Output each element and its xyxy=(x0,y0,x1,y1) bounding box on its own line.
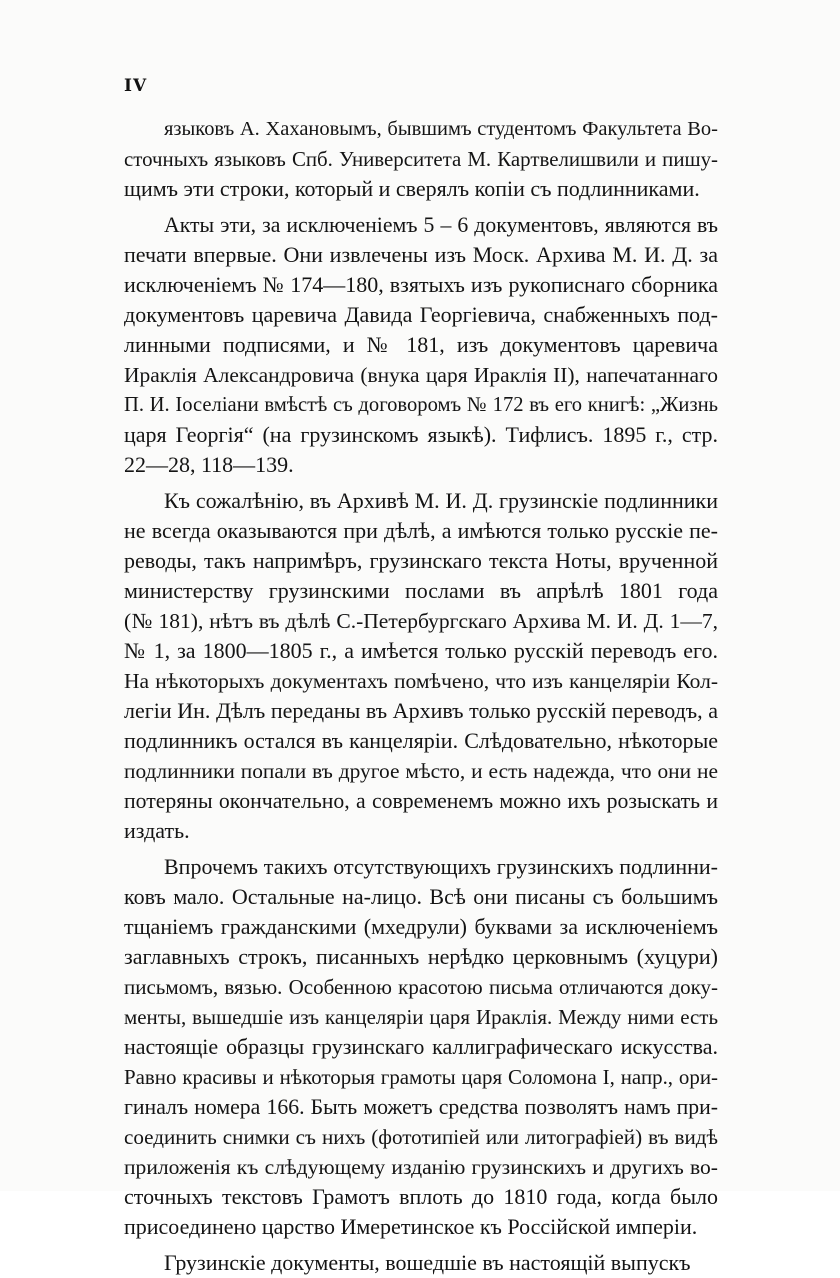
text-line: потеряны окончательно, а современемъ можно ихъ розыскать и xyxy=(124,789,718,813)
text-line: гиналъ номера 166. Быть можетъ средства позволятъ намъ при- xyxy=(124,1095,718,1119)
text-line: щимъ эти строки, который и сверялъ копіи съ подлинниками. xyxy=(124,176,700,201)
paragraph xyxy=(124,852,718,1242)
paragraph xyxy=(124,486,718,846)
paragraph xyxy=(124,210,718,480)
text-line: менты, вышедшіе изъ канцеляріи царя Ираклія. Между ними есть xyxy=(124,1005,718,1029)
text-line: царя Георгія“ (на грузинскомъ языкѣ). Тифлисъ. 1895 г., стр. xyxy=(124,422,718,447)
text-line: присоединено царство Имеретинское къ Россійской имперіи. xyxy=(124,1214,698,1239)
text-line: ковъ мало. Остальные на-лицо. Всѣ они писаны съ большимъ xyxy=(124,884,718,909)
text-line: реводы, такъ напримѣръ, грузинскаго текста Ноты, врученной xyxy=(124,548,718,573)
text-line: Равно красивы и нѣкоторыя грамоты царя Соломона I, напр., ори- xyxy=(124,1065,718,1089)
text-line: не всегда оказываются при дѣлѣ, а имѣются только русскіе пе- xyxy=(124,518,718,543)
text-line: (№ 181), нѣтъ въ дѣлѣ С.-Петербургскаго Архива М. И. Д. 1—7, xyxy=(124,609,718,633)
text-line: министерству грузинскими послами въ апрѣлѣ 1801 года xyxy=(124,578,718,603)
text-line: издать. xyxy=(124,818,190,843)
text-line: Акты эти, за исключеніемъ 5 – 6 документовъ, являются въ xyxy=(164,213,718,237)
text-line: Грузинскіе документы, вошедшіе въ настоящій выпускъ xyxy=(164,1250,691,1275)
page-number: IV xyxy=(124,76,148,96)
text-line: П. И. Іоселіани вмѣстѣ съ договоромъ № 172 въ его книгѣ: „Жизнь xyxy=(124,394,718,416)
text-line: заглавныхъ строкъ, писанныхъ нерѣдко церковнымъ (хуцури) xyxy=(124,944,718,969)
text-line: линными подписями, и № 181, изъ документовъ царевича xyxy=(124,332,718,357)
text-line: Къ сожалѣнію, въ Архивѣ М. И. Д. грузинскіе подлинники xyxy=(164,488,718,513)
text-line: Впрочемъ такихъ отсутствующихъ грузинскихъ подлинни- xyxy=(164,854,718,879)
text-line: письмомъ, вязью. Особенною красотою письма отличаются доку- xyxy=(124,975,718,999)
text-line: 22—28, 118—139. xyxy=(124,452,294,477)
text-line: языковъ А. Хахановымъ, бывшимъ студентомъ Факультета Во- xyxy=(164,118,718,140)
text-line: № 1, за 1800—1805 г., а имѣется только русскій переводъ его. xyxy=(124,638,718,663)
text-line: сточныхъ текстовъ Грамотъ вплоть до 1810 года, когда было xyxy=(124,1184,718,1209)
text-line: приложенія къ слѣдующему изданію грузинскихъ и другихъ во- xyxy=(124,1155,718,1179)
text-line: печати впервые. Они извлечены изъ Моск. Архива М. И. Д. за xyxy=(124,242,718,267)
text-line: сточныхъ языковъ Спб. Университета М. Картвелишвили и пишу- xyxy=(124,147,718,171)
text-line: Ираклія Александровича (внука царя Ираклія II), напечатаннаго xyxy=(124,363,718,387)
paragraph xyxy=(124,114,718,204)
text-line: подлинники попали въ другое мѣсто, и есть надежда, что они не xyxy=(124,759,718,783)
paragraph xyxy=(124,1248,718,1278)
text-line: тщаніемъ гражданскими (мхедрули) буквами за исключеніемъ xyxy=(124,914,718,939)
text-line: настоящіе образцы грузинскаго каллиграфическаго искусства. xyxy=(124,1034,718,1059)
text-line: документовъ царевича Давида Георгіевича, снабженныхъ под- xyxy=(124,302,718,327)
text-line: исключеніемъ № 174—180, взятыхъ изъ рукописнаго сборника xyxy=(124,272,718,297)
text-line: На нѣкоторыхъ документахъ помѣчено, что изъ канцеляріи Кол- xyxy=(124,669,718,693)
text-line: подлинникъ остался въ канцеляріи. Слѣдовательно, нѣкоторые xyxy=(124,728,718,753)
text-line: легіи Ин. Дѣлъ переданы въ Архивъ только русскій переводъ, а xyxy=(124,698,718,723)
text-line: соединить снимки съ нихъ (фототипіей или литографіей) въ видѣ xyxy=(124,1125,718,1149)
body-text xyxy=(124,114,718,1278)
